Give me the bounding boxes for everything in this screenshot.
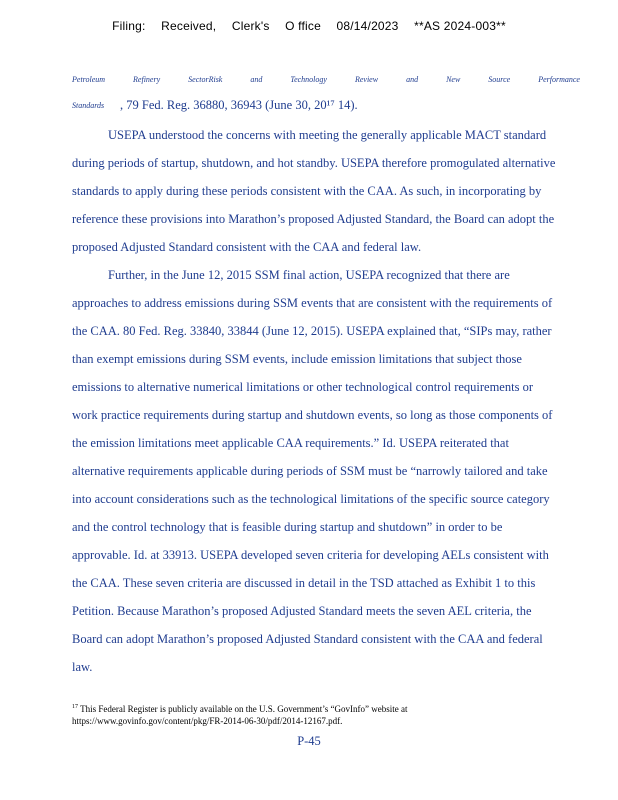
footnote-line [72, 701, 572, 715]
citation-word: SectorRisk [188, 75, 223, 84]
footnote-marker: 17 [72, 704, 78, 710]
text-line: law. [72, 660, 93, 674]
citation-reference: , 79 Fed. Reg. 36880, 36943 (June 30, 20¹⁷ 14). [120, 98, 358, 112]
text-line: and the control technology that is feasible during startup and shutdown” in order to be [72, 520, 503, 534]
text-line: approvable. Id. at 33913. USEPA developed seven criteria for developing AELs consistent with [72, 548, 549, 562]
text-line: during periods of startup, shutdown, and hot standby. USEPA therefore promogulated alternative [72, 156, 556, 170]
page-number: P-45 [297, 734, 321, 748]
text-line: alternative requirements applicable during periods of SSM must be “narrowly tailored and take [72, 464, 548, 478]
paragraph-1 [72, 121, 592, 261]
header-received: Received, [161, 19, 217, 33]
text-line: Petition. Because Marathon’s proposed Adjusted Standard meets the seven AEL criteria, the [72, 604, 532, 618]
text-line: work practice requirements during startup and shutdown events, so long as those components of [72, 408, 553, 422]
footnote-url[interactable]: https://www.govinfo.gov/content/pkg/FR-2014-06-30/pdf/2014-12167.pdf. [72, 716, 343, 726]
text-line: proposed Adjusted Standard consistent with the CAA and federal law. [72, 240, 422, 254]
footnote [72, 701, 572, 727]
citation-word: Source [488, 75, 511, 84]
text-line: Further, in the June 12, 2015 SSM final action, USEPA recognized that there are [108, 268, 510, 282]
text-line: USEPA understood the concerns with meeting the generally applicable MACT standard [108, 128, 547, 142]
citation-word: Technology [290, 75, 327, 84]
text-line: approaches to address emissions during SSM events that are consistent with the requirements of [72, 296, 553, 310]
header-filing: Filing: [112, 19, 146, 33]
citation-word: Performance [538, 75, 580, 84]
text-line: into account considerations such as the technological limitations of the specific source category [72, 492, 550, 506]
citation-word: Refinery [133, 75, 161, 84]
header-docket: **AS 2024-003** [414, 19, 506, 33]
citation-title-row [72, 75, 606, 84]
citation-word: and [406, 75, 419, 84]
citation-word: Review [354, 75, 379, 84]
citation-standards: Standards [72, 101, 105, 110]
text-line: reference these provisions into Marathon’s proposed Adjusted Standard, the Board can adopt the [72, 212, 555, 226]
citation-word: and [250, 75, 263, 84]
header-date: 08/14/2023 [336, 19, 399, 33]
text-line: the CAA. These seven criteria are discussed in detail in the TSD attached as Exhibit 1 to this [72, 576, 536, 590]
text-line: than exempt emissions during SSM events, include emission limitations that subject those [72, 352, 522, 366]
text-line: standards to apply during these periods consistent with the CAA. As such, in incorporating by [72, 184, 542, 198]
filing-header [0, 19, 618, 33]
header-clerks: Clerk's [231, 19, 270, 33]
citation-word: Petroleum [72, 75, 106, 84]
header-office: O ffice [285, 19, 321, 33]
document-body [72, 121, 592, 681]
footnote-text: This Federal Register is publicly available on the U.S. Government’s “GovInfo” website at [78, 704, 408, 714]
paragraph-2 [72, 261, 592, 681]
citation-word: New [446, 75, 461, 84]
text-line: the CAA. 80 Fed. Reg. 33840, 33844 (June 12, 2015). USEPA explained that, “SIPs may, rather [72, 324, 552, 338]
text-line: emissions to alternative numerical limitations or other technological control requirements or [72, 380, 533, 394]
text-line: Board can adopt Marathon’s proposed Adjusted Standard consistent with the CAA and federal [72, 632, 543, 646]
text-line: the emission limitations meet applicable CAA requirements.” Id. USEPA reiterated that [72, 436, 509, 450]
